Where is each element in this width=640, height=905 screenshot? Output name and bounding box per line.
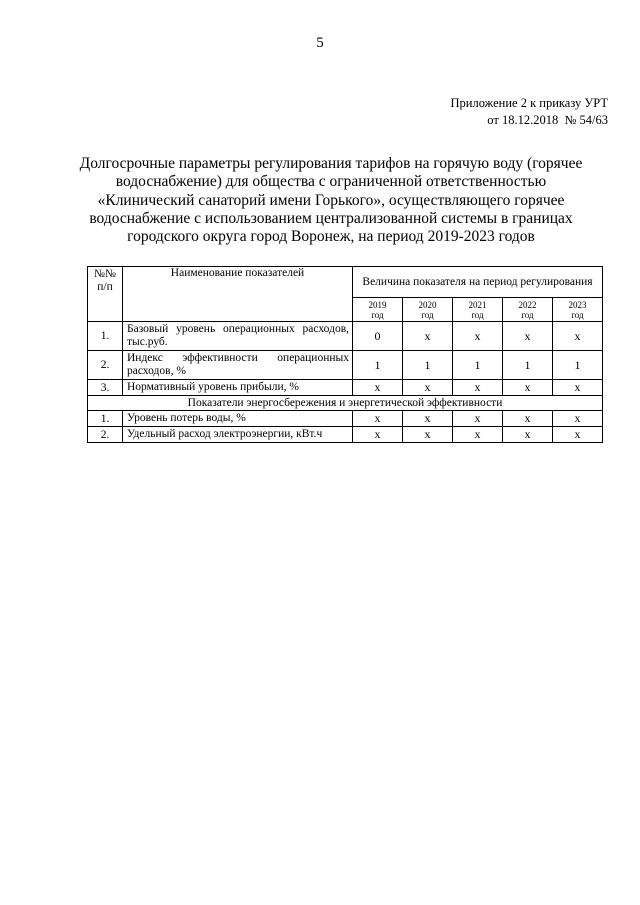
row-indicator-name: Базовый уровень операционных расходов, тыс.руб. <box>123 322 353 351</box>
year-cell <box>353 298 403 322</box>
section-title: Показатели энергосбережения и энергетической эффективности <box>88 396 603 411</box>
row-value: 0 <box>353 322 403 351</box>
row-value: x <box>453 427 503 443</box>
year-cell <box>553 298 603 322</box>
row-value: 1 <box>353 351 403 380</box>
year-label: 2022 <box>518 299 537 310</box>
row-value: x <box>503 427 553 443</box>
year-cell <box>503 298 553 322</box>
year-unit: год <box>421 309 434 320</box>
row-value: 1 <box>553 351 603 380</box>
row-value: x <box>553 411 603 427</box>
year-label: 2020 <box>418 299 437 310</box>
year-label: 2021 <box>468 299 487 310</box>
row-value: 1 <box>453 351 503 380</box>
section-header-row <box>88 396 603 411</box>
parameters-table <box>87 266 603 443</box>
row-number: 2. <box>88 427 123 443</box>
row-value: x <box>353 427 403 443</box>
header-number: №№ п/п <box>88 267 123 322</box>
row-number: 1. <box>88 322 123 351</box>
row-value: x <box>453 380 503 396</box>
row-indicator-name: Нормативный уровень прибыли, % <box>123 380 353 396</box>
year-cell <box>403 298 453 322</box>
row-number: 1. <box>88 411 123 427</box>
header-value: Величина показателя на период регулирования <box>353 267 603 298</box>
year-cell <box>453 298 503 322</box>
row-value: 1 <box>403 351 453 380</box>
table-row <box>88 322 603 351</box>
row-value: x <box>503 322 553 351</box>
row-value: x <box>553 427 603 443</box>
row-value: x <box>353 380 403 396</box>
year-unit: год <box>371 309 384 320</box>
row-indicator-name: Индекс эффективности операционных расходов, % <box>123 351 353 380</box>
appendix-reference <box>451 95 609 129</box>
row-value: x <box>403 322 453 351</box>
row-value: x <box>553 380 603 396</box>
row-value: 1 <box>503 351 553 380</box>
row-indicator-name: Удельный расход электроэнергии, кВт.ч <box>123 427 353 443</box>
page-number: 5 <box>316 35 324 51</box>
table-row <box>88 427 603 443</box>
document-title: Долгосрочные параметры регулирования тарифов на горячую воду (горячее водоснабжение) для общества с ограниченной ответственностью «Клинический санаторий имени Горького», осуществляющего горячее водоснабжение с использованием централизованной системы в границах городского округа город Воронеж, на период 2019-2023 годов <box>79 155 583 246</box>
row-value: x <box>503 411 553 427</box>
row-value: x <box>503 380 553 396</box>
row-value: x <box>353 411 403 427</box>
header-indicator-name: Наименование показателей <box>123 267 353 322</box>
year-label: 2019 <box>368 299 387 310</box>
year-label: 2023 <box>568 299 587 310</box>
table-row <box>88 411 603 427</box>
row-value: x <box>453 322 503 351</box>
row-value: x <box>403 427 453 443</box>
appendix-line-2: от 18.12.2018 № 54/63 <box>487 113 608 127</box>
year-unit: год <box>571 309 584 320</box>
table-header-row <box>88 267 603 298</box>
row-value: x <box>553 322 603 351</box>
year-unit: год <box>471 309 484 320</box>
table-row <box>88 380 603 396</box>
row-number: 2. <box>88 351 123 380</box>
appendix-line-1: Приложение 2 к приказу УРТ <box>450 96 608 110</box>
year-unit: год <box>521 309 534 320</box>
row-number: 3. <box>88 380 123 396</box>
row-value: x <box>453 411 503 427</box>
table-row <box>88 351 603 380</box>
row-value: x <box>403 411 453 427</box>
row-value: x <box>403 380 453 396</box>
row-indicator-name: Уровень потерь воды, % <box>123 411 353 427</box>
